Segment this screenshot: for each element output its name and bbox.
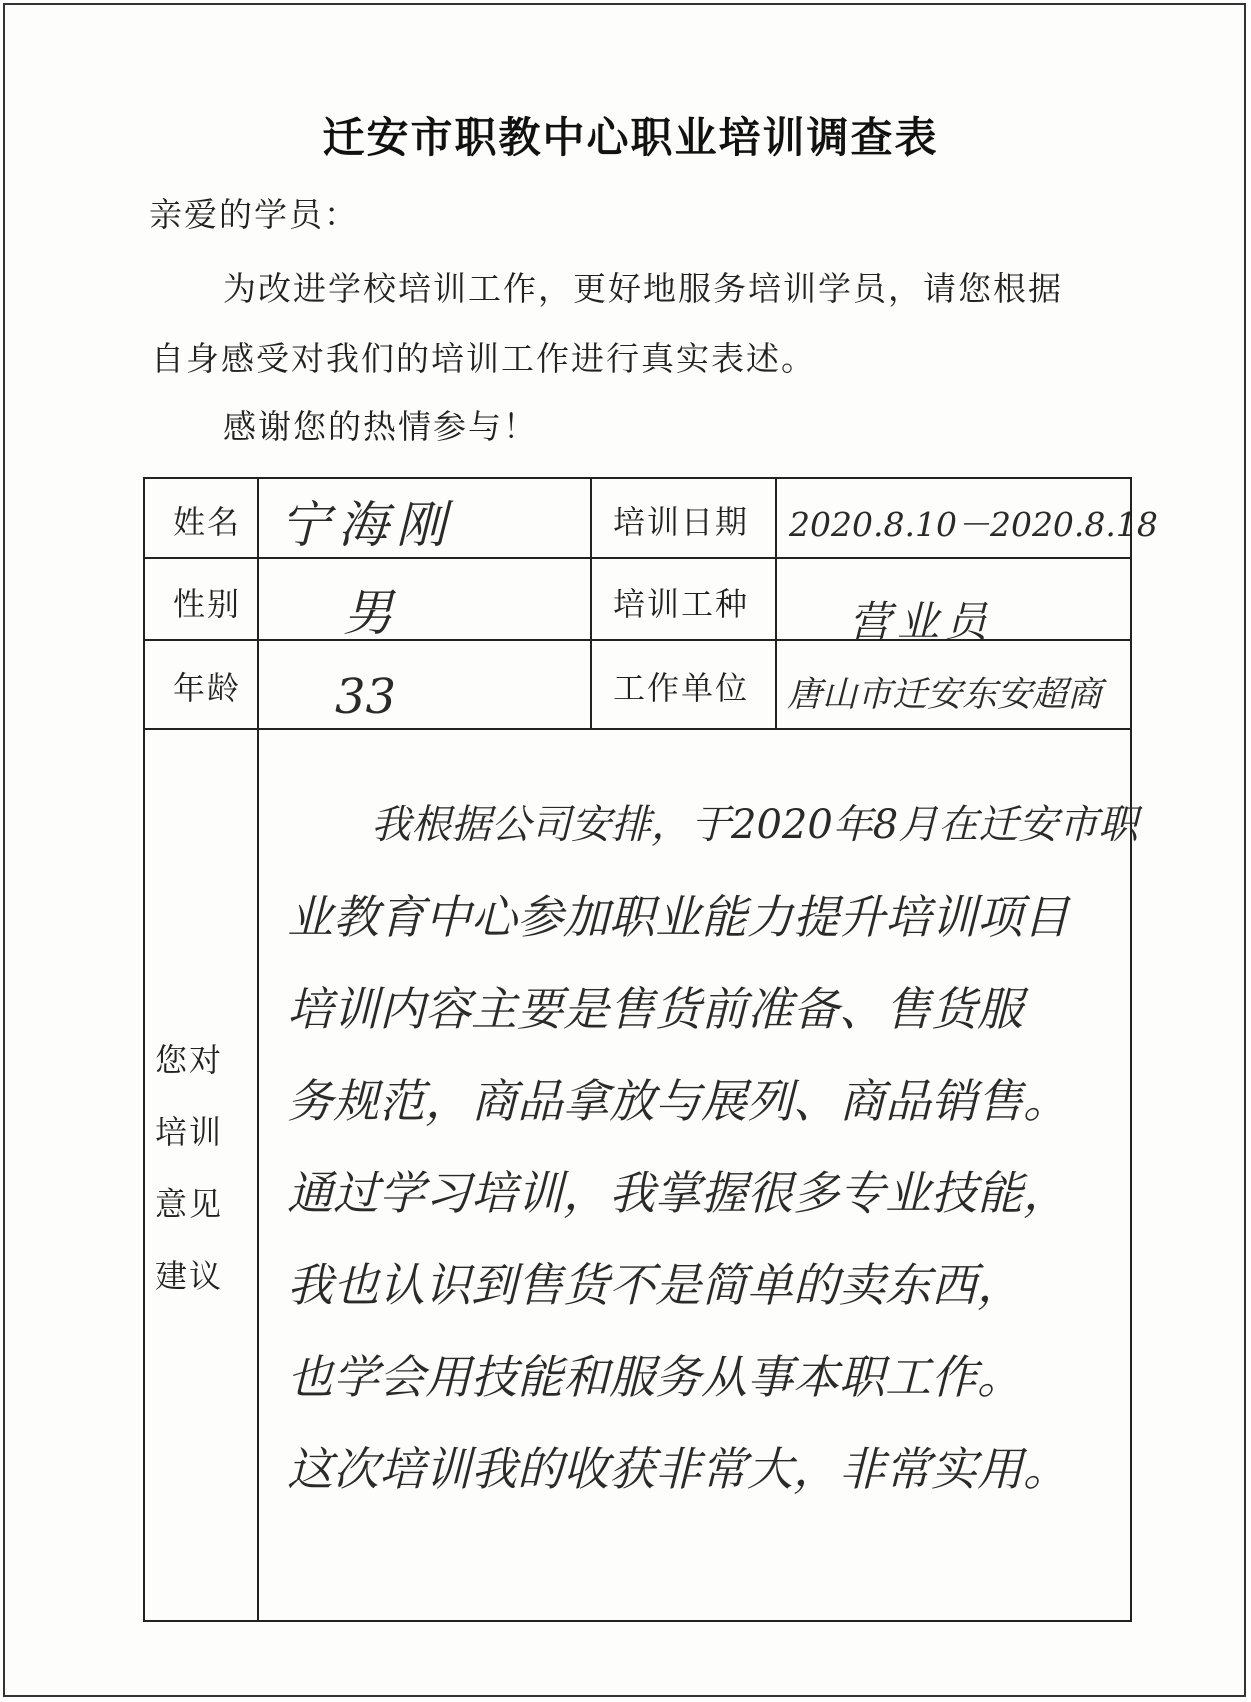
gender-value: 男: [343, 584, 393, 642]
opinion-line: 务规范，商品拿放与展列、商品销售。: [287, 1074, 1069, 1128]
survey-table: [143, 477, 1158, 1622]
thanks-line: 感谢您的热情参与！: [223, 407, 538, 446]
training-type-value: 营业员: [849, 597, 994, 646]
name-value: 宁海刚: [280, 496, 454, 554]
opinion-line: 也学会用技能和服务从事本职工作。: [287, 1350, 1023, 1404]
date-label: 培训日期: [613, 503, 750, 541]
opinion-label: [155, 1024, 255, 1312]
column-divider: [775, 479, 777, 728]
employer-label: 工作单位: [613, 669, 750, 707]
opinion-line: 这次培训我的收获非常大，非常实用。: [287, 1442, 1069, 1496]
row-divider: [145, 728, 1130, 730]
intro-line-1: 为改进学校培训工作，更好地服务培训学员，请您根据: [223, 269, 1063, 308]
date-value: 2020.8.10－2020.8.18: [789, 505, 1158, 544]
opinion-label-line: 您对: [155, 1041, 224, 1079]
opinion-line: 我也认识到售货不是简单的卖东西，: [287, 1258, 1023, 1312]
row-divider: [145, 557, 1130, 559]
age-value: 33: [335, 669, 397, 725]
opinion-line: 通过学习培训，我掌握很多专业技能，: [287, 1166, 1069, 1220]
column-divider: [590, 479, 592, 728]
opinion-label-line: 意见: [155, 1185, 224, 1223]
opinion-text: [287, 779, 1139, 1515]
intro-line-2: 自身感受对我们的培训工作进行真实表述。: [151, 339, 816, 378]
training-type-label: 培训工种: [613, 585, 750, 623]
page-title: 迁安市职教中心职业培训调查表: [322, 113, 939, 162]
gender-label: 性别: [173, 585, 242, 623]
opinion-label-line: 建议: [155, 1257, 224, 1295]
salutation: 亲爱的学员：: [149, 195, 359, 234]
age-label: 年龄: [173, 669, 242, 707]
page-frame: [3, 3, 1246, 1697]
opinion-line: 培训内容主要是售货前准备、售货服: [287, 982, 1023, 1036]
name-label: 姓名: [173, 503, 242, 541]
opinion-line: 业教育中心参加职业能力提升培训项目: [287, 890, 1069, 944]
opinion-label-line: 培训: [155, 1113, 224, 1151]
column-divider: [257, 479, 259, 1620]
employer-value: 唐山市迁安东安超商: [787, 675, 1103, 715]
opinion-line: 我根据公司安排，于2020年8月在迁安市职: [371, 802, 1139, 848]
